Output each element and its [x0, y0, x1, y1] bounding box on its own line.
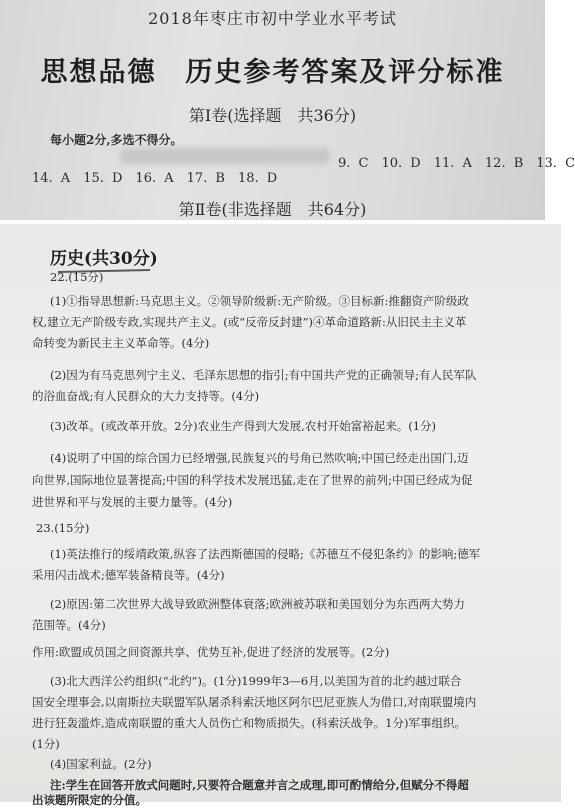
- q22-part2-line1: (2)因为有马克思列宁主义、毛泽东思想的指引;有中国共产党的正确领导;有人民军队: [50, 368, 477, 382]
- line-q22: 22.(15分): [50, 270, 104, 284]
- history-heading: 历史(共30分): [50, 249, 158, 269]
- note-line2: 出该题所限定的分值。: [32, 793, 147, 807]
- q23-part1-line1: (1)英法推行的绥靖政策,纵容了法西斯德国的侵略;《苏德互不侵犯条约》的影响;德军: [50, 547, 481, 561]
- q23-part3-line4: (1分): [32, 737, 60, 751]
- blurred-answers: [120, 148, 330, 164]
- q22-part4-line3: 进世界和平与发展的主要力量等。(4分): [32, 495, 233, 509]
- q23-part1-line2: 采用闪击战术;德军装备精良等。(4分): [32, 568, 225, 582]
- q23-part2-line2: 范围等。(4分): [32, 618, 106, 632]
- scoring-note: 每小题2分,多选不得分。: [50, 133, 183, 147]
- q22-part4-line1: (4)说明了中国的综合国力已经增强,民族复兴的号角已然吹响;中国已经走出国门,迈: [50, 451, 469, 465]
- section-one-title: 第Ⅰ卷(选择题 共36分): [188, 106, 357, 125]
- q23-part2-effect: 作用:欧盟成员国之间资源共享、优势互补,促进了经济的发展等。(2分): [32, 645, 390, 659]
- q22-part4-line2: 向世界,国际地位显著提高;中国的科学技术发展迅猛,走在了世界的前列;中国已经成为促: [32, 473, 473, 487]
- note-line1: 注:学生在回答开放式问题时,只要符合题意并言之成理,即可酌情给分,但赋分不得超: [50, 778, 469, 792]
- exam-title: 2018年枣庄市初中学业水平考试: [148, 9, 397, 28]
- q23-part3-line2: 国安全理事会,以南斯拉夫联盟军队屠杀科索沃地区阿尔巴尼亚族人为借口,对南联盟境内: [32, 695, 477, 709]
- answer-key-header-photo: [0, 0, 575, 220]
- q23-part4: (4)国家利益。(2分): [50, 757, 152, 771]
- answers-row-2: 14. A 15. D 16. A 17. B 18. D: [32, 171, 278, 186]
- q23-part3-line1: (3)北大西洋公约组织(“北约”)。(1分)1999年3—6月,以美国为首的北约越过联合: [50, 674, 462, 688]
- answers-row-1: 9. C 10. D 11. A 12. B 13. C: [338, 156, 575, 171]
- q22-part1-line1: (1)①指导思想新:马克思主义。②领导阶级新:无产阶级。③目标新:推翻资产阶级政: [50, 294, 469, 308]
- q23-part2-line1: (2)原因:第二次世界大战导致欧洲整体衰落;欧洲被苏联和美国划分为东西两大势力: [50, 597, 466, 611]
- section-two-title: 第Ⅱ卷(非选择题 共64分): [178, 200, 367, 219]
- q22-part3: (3)改革。(或改革开放。2分)农业生产得到大发展,农村开始富裕起来。(1分): [50, 419, 437, 433]
- main-title: 思想品德 历史参考答案及评分标准: [40, 57, 505, 88]
- history-answers-photo: [0, 224, 561, 807]
- line-q23: 23.(15分): [36, 521, 90, 535]
- q22-part1-line2: 权,建立无产阶级专政,实现共产主义。(或“反帝反封建”)④革命道路新:从旧民主主义革: [32, 315, 467, 329]
- q23-part3-line3: 进行狂轰滥炸,造成南联盟的重大人员伤亡和物质损失。(科索沃战争。1分)军事组织。: [32, 716, 466, 730]
- q22-part2-line2: 的浴血奋战;有人民群众的大力支持等。(4分): [32, 389, 260, 403]
- q22-part1-line3: 命转变为新民主主义革命等。(4分): [32, 336, 210, 350]
